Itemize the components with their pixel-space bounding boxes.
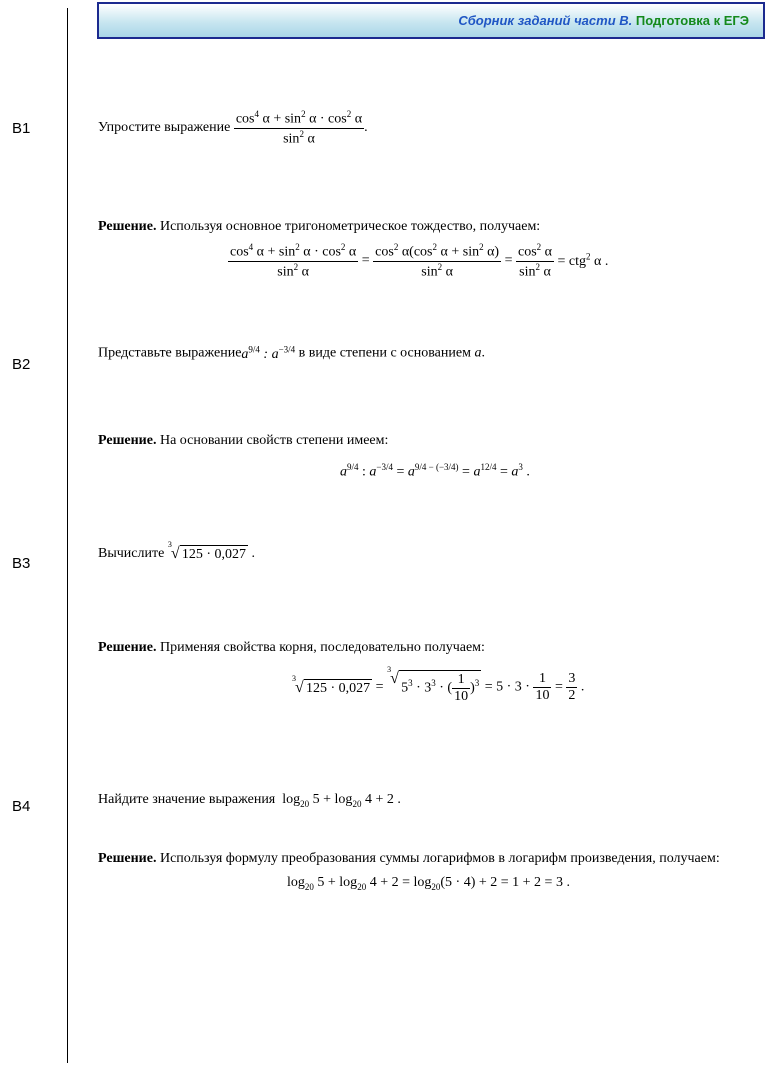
solution-head: Решение. — [98, 640, 157, 655]
task-b1-solution-line — [98, 219, 540, 235]
task-label-b2: В2 — [12, 356, 31, 373]
task-label-b3: В3 — [12, 555, 31, 572]
header-title-part1: Сборник заданий части В. — [458, 13, 633, 28]
task-label-b4: В4 — [12, 798, 31, 815]
task-b2-prompt-before: Представьте выражение — [98, 345, 242, 361]
task-b2-prompt: Представьте выражениеa$^{9/4}$ : $a^{-3/4}$ в виде степени с основанием a. — [98, 344, 485, 362]
task-b4-prompt — [98, 792, 401, 809]
task-b2-base-var: a — [474, 345, 482, 361]
solution-text: Используя основное тригонометрическое тождество, получаем: — [159, 219, 541, 234]
task-b1-prompt-text: Упростите выражение — [98, 120, 231, 136]
task-b4-solution-line — [98, 851, 720, 867]
solution-text: Применяя свойства корня, последовательно получаем: — [159, 640, 485, 655]
task-b3-expression: 3 √ 125 · 0,027 — [167, 540, 246, 562]
solution-head: Решение. — [98, 433, 157, 448]
task-b1-solution-formula: $\frac{\cos^4 \alpha + \sin^2 \alpha \cdot \cos^2 \alpha}{\sin^2 \alpha}$ = $\frac{\cos^2 \alpha(\cos^2 \alpha + \sin^2 \alpha)}{\sin^2 \alpha}$ = $\frac{\cos^2 \alpha}{\sin^2 \alpha}$ = ctg$^2$ α . — [230, 242, 609, 280]
task-b1-prompt: Упростите выражение $\frac{\cos^4 \alpha + \sin^2 \alpha \cdot \cos^2 \alpha}{\sin^2 \alpha}$ . — [98, 109, 368, 147]
task-b3-prompt-text: Вычислите — [98, 546, 165, 561]
solution-text: На основании свойств степени имеем: — [159, 433, 389, 448]
solution-head: Решение. — [98, 219, 157, 234]
task-b3-prompt: Вычислите 3 √ 125 · 0,027 . — [98, 540, 255, 562]
solution-head: Решение. — [98, 851, 157, 866]
task-b4-expression: $\log_{20} 5 + \log_{20} 4 + 2$ . — [278, 792, 401, 809]
task-b2-solution-formula: $a^{9/4}$ : $a^{-3/4} = a^{9/4 - (-3/4)} = a^{12/4} = a^3$ . — [340, 462, 530, 480]
solution-text: Используя формулу преобразования суммы логарифмов в логарифм произведения, получаем: — [159, 851, 720, 866]
task-b4-prompt-text: Найдите значение выражения — [98, 792, 276, 807]
task-b3-solution-line — [98, 640, 485, 656]
task-b2-solution-line — [98, 433, 388, 449]
task-label-b1: В1 — [12, 120, 31, 137]
task-b2-prompt-after: в виде степени с основанием — [298, 345, 471, 361]
task-b3-solution-formula: 3 √ 125 · 0,027 = 3 √ $5^3 \cdot 3^3$ · ( $\frac{1}{10}$ )$^3$ = 5 · 3 · $\frac{1}{10}$ = $\frac{3}{2}$ . — [292, 665, 585, 704]
task-b2-expression: $a^{9/4}$ : $a^{-3/4}$ — [241, 344, 296, 362]
margin-line — [67, 8, 68, 1063]
page-header — [97, 2, 765, 39]
task-b1-expression: $\frac{\cos^4 \alpha + \sin^2 \alpha \cdot \cos^2 \alpha}{\sin^2 \alpha}$ — [235, 109, 363, 147]
header-title-part2: Подготовка к ЕГЭ — [635, 13, 749, 28]
task-b4-solution-formula: $\log_{20} 5 + \log_{20} 4 + 2 = \log_{20}(5 \cdot 4) + 2 = 1 + 2 = 3$ . — [287, 875, 570, 892]
